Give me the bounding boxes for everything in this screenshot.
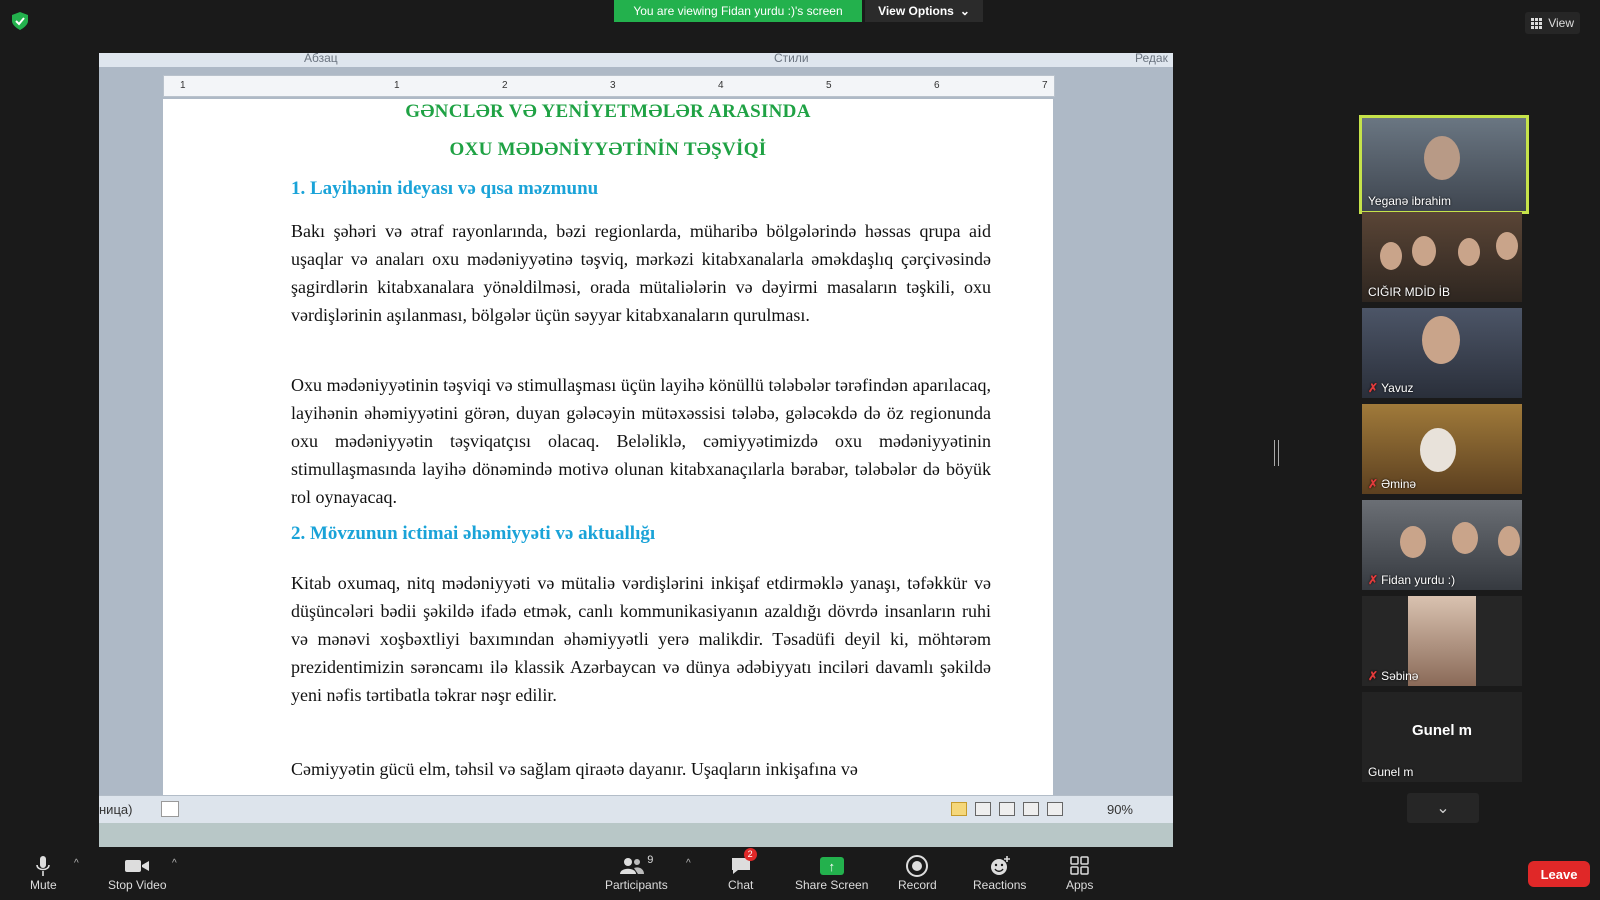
participant-video bbox=[1420, 428, 1456, 472]
video-camera-icon bbox=[124, 854, 150, 878]
share-screen-button[interactable] bbox=[795, 854, 868, 892]
participant-name: CIĞIR MDİD İB bbox=[1368, 285, 1451, 299]
reactions-button[interactable] bbox=[973, 854, 1026, 892]
mic-muted-icon: ✗ bbox=[1368, 381, 1379, 395]
view-options-button[interactable] bbox=[865, 0, 983, 22]
participant-video bbox=[1400, 526, 1426, 558]
microphone-icon bbox=[35, 854, 51, 878]
reactions-label: Reactions bbox=[973, 878, 1027, 892]
participant-name: ✗ Fidan yurdu :) bbox=[1368, 573, 1456, 587]
ruler-tick: 5 bbox=[826, 80, 832, 91]
banner-text: You are viewing Fidan yurdu :)'s screen bbox=[633, 4, 843, 18]
meeting-toolbar bbox=[0, 850, 1600, 900]
doc-paragraph-4: Cəmiyyətin gücü elm, təhsil və sağlam qiraətə dayanır. Uşaqların inkişafına və bbox=[291, 759, 858, 779]
record-icon bbox=[906, 855, 928, 877]
doc-heading-2: 2. Mövzunun ictimai əhəmiyyəti və aktuallığı bbox=[291, 523, 656, 544]
participant-display-name: Gunel m bbox=[1411, 722, 1472, 739]
doc-title-line1: GƏNCLƏR VƏ YENİYETMƏLƏR ARASINDA bbox=[405, 101, 811, 122]
ruler-tick: 7 bbox=[1042, 80, 1048, 91]
word-ribbon bbox=[99, 53, 1173, 67]
zoom-level[interactable]: 90% bbox=[1106, 802, 1133, 817]
stop-video-label: Stop Video bbox=[108, 878, 167, 892]
apps-icon bbox=[1070, 854, 1090, 878]
participants-caret-icon[interactable]: ^ bbox=[686, 858, 691, 869]
print-layout-icon[interactable] bbox=[951, 802, 967, 816]
mic-muted-icon: ✗ bbox=[1368, 669, 1379, 683]
chat-badge: 2 bbox=[744, 848, 757, 861]
record-button[interactable] bbox=[898, 854, 937, 892]
participant-tile[interactable] bbox=[1362, 500, 1522, 590]
doc-title-line2: OXU MƏDƏNİYYƏTİNİN TƏŞVİQİ bbox=[449, 139, 767, 160]
participant-name: ✗ Əminə bbox=[1368, 477, 1417, 491]
security-shield-icon[interactable] bbox=[12, 12, 28, 30]
apps-button[interactable] bbox=[1066, 854, 1093, 892]
draft-icon[interactable] bbox=[1047, 802, 1063, 816]
participants-label: Participants bbox=[605, 878, 668, 892]
participant-tile[interactable] bbox=[1359, 115, 1529, 214]
view-label: View bbox=[1548, 16, 1574, 30]
document-page[interactable] bbox=[163, 99, 1053, 845]
audio-options-caret-icon[interactable]: ^ bbox=[74, 858, 79, 869]
participant-name: ✗ Səbinə bbox=[1368, 669, 1419, 683]
doc-paragraph-2: Oxu mədəniyyətinin təşviqi və stimullaşması üçün layihə könüllü tələbələr tərəfindən aparılacaq, layihənin əhəmiyyətini görən, duyan gələcəyin mütəxəssisi tələbə, gələcəkdə də öz regionunda oxu mədəniyyətin təşviqatçısı olacaq. Beləliklə, cəmiyyətimizdə oxu mədəniyyətinin stimullaşmasında layihə dönəmində motivə olunan kitabxanaçılarla bərabər, tələbələr də böyük rol oynayacaq. bbox=[291, 375, 991, 507]
stop-video-button[interactable] bbox=[108, 854, 167, 892]
participant-tile[interactable] bbox=[1362, 404, 1522, 494]
participants-count: 9 bbox=[647, 854, 654, 866]
ruler-tick: 4 bbox=[718, 80, 724, 91]
participant-video bbox=[1380, 242, 1402, 270]
shared-screen[interactable] bbox=[99, 53, 1173, 847]
horizontal-ruler[interactable] bbox=[163, 75, 1055, 97]
viewing-screen-banner bbox=[614, 0, 862, 22]
video-options-caret-icon[interactable]: ^ bbox=[172, 858, 177, 869]
participant-tile[interactable] bbox=[1362, 596, 1522, 686]
web-layout-icon[interactable] bbox=[999, 802, 1015, 816]
grid-view-icon bbox=[1531, 18, 1542, 29]
status-page-text: ница) bbox=[99, 802, 133, 817]
ribbon-edit-group: Редак bbox=[1135, 53, 1168, 65]
ribbon-styles-group: Стили bbox=[774, 53, 809, 65]
mic-muted-icon: ✗ bbox=[1368, 477, 1379, 491]
chat-icon bbox=[730, 849, 753, 878]
chevron-down-icon: ⌄ bbox=[1436, 800, 1450, 817]
ribbon-paragraph-group: Абзац bbox=[304, 53, 338, 65]
participant-name: Yeganə ibrahim bbox=[1368, 194, 1451, 208]
word-status-bar bbox=[99, 795, 1173, 824]
ruler-tick: 1 bbox=[394, 80, 400, 91]
ruler-tick: 6 bbox=[934, 80, 940, 91]
record-label: Record bbox=[898, 878, 937, 892]
outline-icon[interactable] bbox=[1023, 802, 1039, 816]
participant-video bbox=[1422, 316, 1460, 364]
participant-tile[interactable] bbox=[1362, 308, 1522, 398]
gallery-next-page-button[interactable] bbox=[1407, 793, 1479, 823]
reading-layout-icon[interactable] bbox=[975, 802, 991, 816]
doc-paragraph-3: Kitab oxumaq, nitq mədəniyyəti və mütaliə vərdişlərini inkişaf etdirməklə yanaşı, təfəkkür və düşüncələri bədii şəkildə ifadə etmək, canlı kommunikasiyanın azaldığı dövrdə insanların ruhi və mənəvi xoşbəxtliyi baxımından əhəmiyyətli yerə malikdir. Təsadüfi deyil ki, möhtərəm prezidentimizin sərəncamı ilə klassik Azərbaycan və dünya ədəbiyyatı inciləri davamlı şəkildə yeni nəfis tərtibatla təkrar nəşr edilir. bbox=[291, 573, 991, 705]
doc-heading-1: 1. Layihənin ideyası və qısa məzmunu bbox=[291, 178, 599, 199]
chat-label: Chat bbox=[728, 878, 754, 892]
smiley-plus-icon bbox=[989, 854, 1011, 878]
ruler-tick: 3 bbox=[610, 80, 616, 91]
mic-muted-icon: ✗ bbox=[1368, 573, 1379, 587]
chevron-down-icon: ⌄ bbox=[959, 4, 970, 18]
leave-button[interactable] bbox=[1528, 861, 1590, 887]
participants-button[interactable] bbox=[605, 854, 668, 892]
ruler-tick: 1 bbox=[180, 80, 186, 91]
language-icon[interactable] bbox=[161, 801, 179, 817]
chat-button[interactable] bbox=[728, 849, 754, 892]
share-screen-label: Share Screen bbox=[795, 878, 869, 892]
view-mode-icons bbox=[951, 802, 1063, 816]
share-screen-icon: ↑ bbox=[820, 857, 844, 875]
taskbar-strip bbox=[99, 823, 1173, 847]
participant-name: ✗ Yavuz bbox=[1368, 381, 1414, 395]
doc-paragraph-1: Bakı şəhəri və ətraf rayonlarında, bəzi regionlarda, müharibə bölgələrində həssas qrupa aid uşaqlar və anaları oxu mədəniyyətinə təşviq, mərkəzi kitabxanalarla əməkdaşlıq çərçivəsində şagirdlərin kitabxanalara yönəldilməsi, orada mütaliələrin və dəyirmi masaların təşkili, oxu vərdişlərinin aşılanması, bölgələr üçün səyyar kitabxanaların qurulması. bbox=[291, 221, 991, 325]
participant-tile[interactable] bbox=[1362, 212, 1522, 302]
view-button[interactable] bbox=[1525, 12, 1580, 34]
apps-label: Apps bbox=[1066, 878, 1094, 892]
participant-name: Gunel m bbox=[1368, 765, 1414, 779]
participant-video bbox=[1424, 136, 1460, 180]
view-options-label: View Options bbox=[878, 4, 954, 18]
mute-label: Mute bbox=[30, 878, 57, 892]
mute-button[interactable] bbox=[30, 854, 57, 892]
ruler-tick: 2 bbox=[502, 80, 508, 91]
participant-tile[interactable] bbox=[1362, 692, 1522, 782]
resize-handle[interactable] bbox=[1274, 440, 1279, 466]
participants-icon bbox=[619, 854, 653, 878]
leave-label: Leave bbox=[1540, 866, 1578, 882]
